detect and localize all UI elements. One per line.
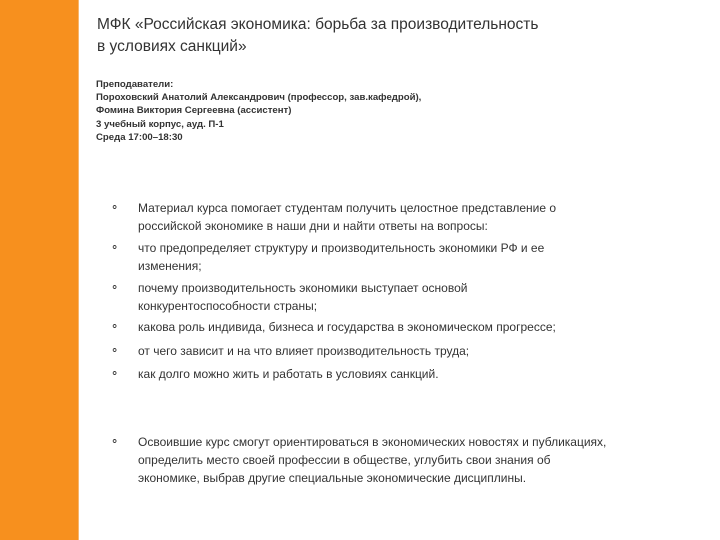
- list-item-text: [138, 318, 708, 336]
- teachers-label: Преподаватели:: [96, 79, 174, 90]
- list-item-line: что предопределяет структуру и производительность экономики РФ и ее: [138, 241, 545, 255]
- bullet-icon: ⚬: [110, 282, 120, 294]
- list-item-line: экономике, выбрав другие специальные экономические дисциплины.: [138, 471, 527, 485]
- list-item-line: конкурентоспособности страны;: [138, 299, 318, 313]
- list-item-text: [138, 199, 708, 235]
- title-line-1: МФК «Российская экономика: борьба за производительность: [97, 16, 539, 33]
- list-item-text: [138, 433, 708, 487]
- bullet-icon: ⚬: [110, 242, 120, 254]
- list-item-text: [138, 279, 708, 315]
- teacher-2: Фомина Виктория Сергеевна (ассистент): [96, 105, 292, 117]
- list-item-line: почему производительность экономики выступает основой: [138, 281, 468, 295]
- location: 3 учебный корпус, ауд. П-1: [96, 118, 224, 130]
- bullet-icon: ⚬: [110, 321, 120, 333]
- list-item-line: от чего зависит и на что влияет производительность труда;: [138, 344, 470, 358]
- bullet-icon: ⚬: [110, 368, 120, 380]
- bullet-icon: ⚬: [110, 202, 120, 214]
- list-item-line: Освоившие курс смогут ориентироваться в экономических новостях и публикациях,: [138, 435, 607, 449]
- bullet-icon: ⚬: [110, 345, 120, 357]
- schedule: Среда 17:00–18:30: [96, 131, 183, 143]
- list-item-text: [138, 365, 708, 383]
- list-item-line: как долго можно жить и работать в условиях санкций.: [138, 367, 439, 381]
- teacher-1: Пороховский Анатолий Александрович (профессор, зав.кафедрой),: [96, 92, 422, 104]
- list-item-line: определить место своей профессии в обществе, углубить свои знания об: [138, 453, 551, 467]
- list-item-text: [138, 239, 708, 275]
- list-item-line: какова роль индивида, бизнеса и государства в экономическом прогрессе;: [138, 320, 556, 334]
- list-item-line: изменения;: [138, 259, 202, 273]
- bullet-icon: ⚬: [110, 436, 120, 448]
- course-info: [96, 78, 696, 144]
- title-line-2: в условиях санкций»: [97, 38, 247, 55]
- list-item-line: Материал курса помогает студентам получить целостное представление о: [138, 201, 557, 215]
- list-item-line: российской экономике в наши дни и найти ответы на вопросы:: [138, 219, 488, 233]
- list-item-text: [138, 342, 708, 360]
- slide-title: [97, 14, 697, 58]
- orange-side-panel: [0, 0, 78, 540]
